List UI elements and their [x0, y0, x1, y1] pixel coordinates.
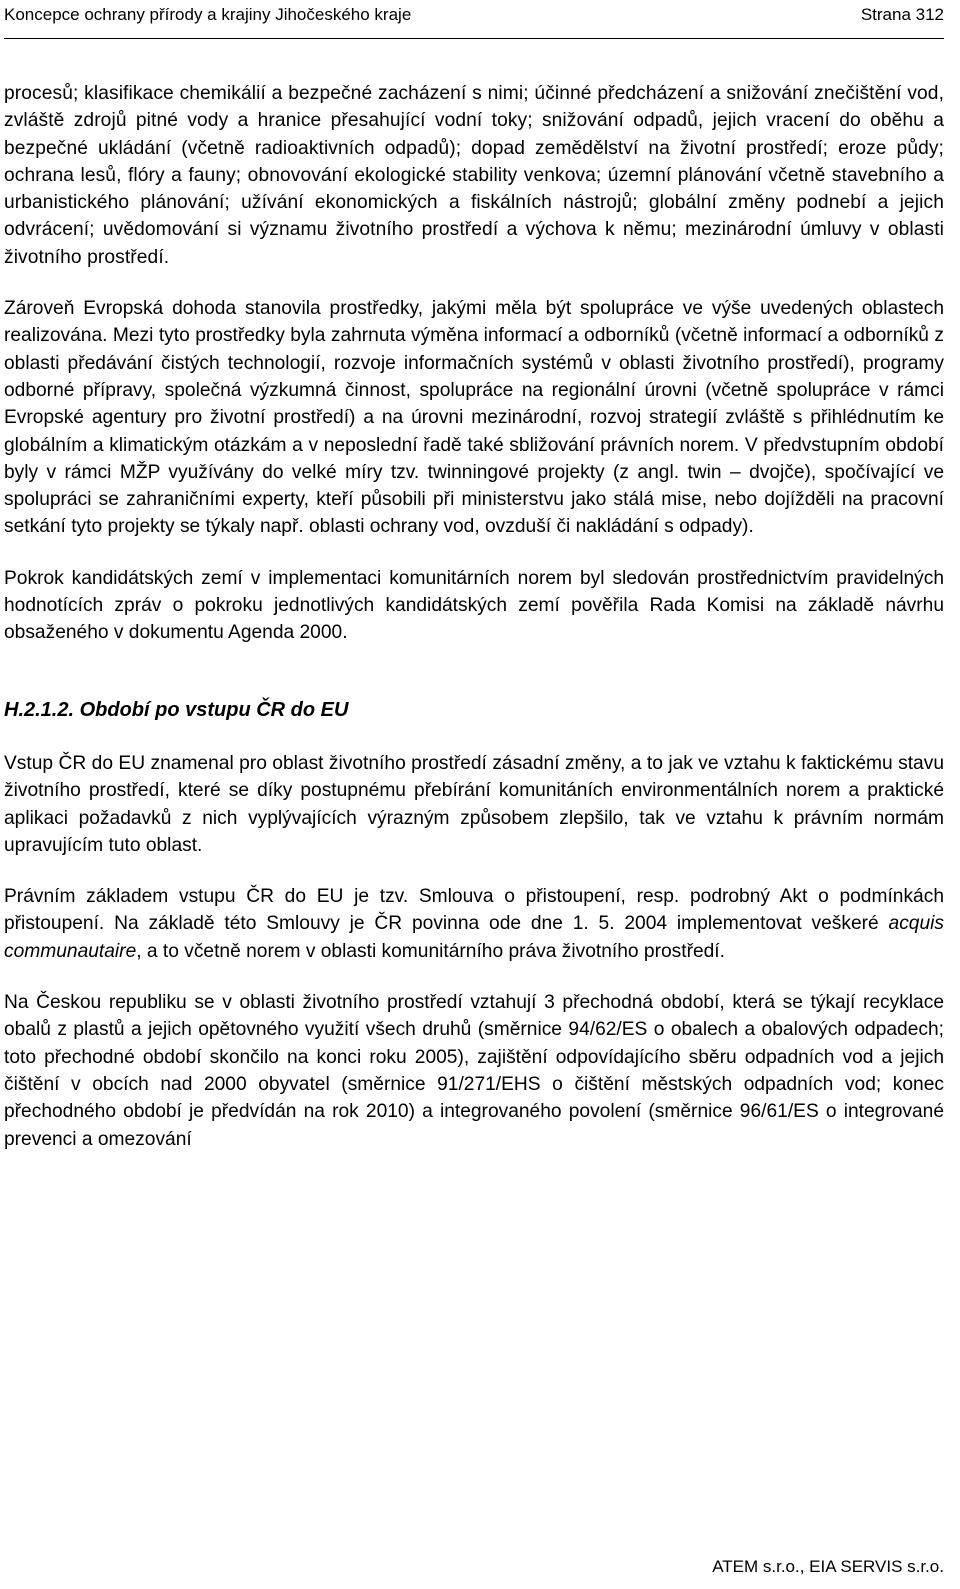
paragraph-2: Zároveň Evropská dohoda stanovila prostředky, jakými měla být spolupráce ve výše uvedených oblastech realizována. Mezi tyto prostředky byla zahrnuta výměna informací a odborníků (včetně informací a odborníků z oblasti předávání čistých technologií, rozvoje informačních systémů v oblasti životního prostředí), programy odborné přípravy, společná výzkumná činnost, spolupráce na regionální úrovni (včetně spolupráce v rámci Evropské agentury pro životní prostředí) a na úrovni mezinárodní, rozvoj strategií zvláště s přihlédnutím ke globálním a klimatickým otázkám a v neposlední řadě také sbližování právních norem. V předvstupním období byly v rámci MŽP využívány do velké míry tzv. twinningové projekty (z angl. twin – dvojče), spočívající ve spolupráci se zahraničními experty, kteří působili při ministerstvu jako stálá mise, nebo dojížděli na pracovní setkání tyto projekty se týkaly např. oblasti ochrany vod, ovzduší či nakládání s odpady).	[4, 298, 944, 538]
paragraph-3: Pokrok kandidátských zemí v implementaci komunitárních norem byl sledován prostřednictvím pravidelných hodnotících zpráv o pokroku jednotlivých kandidátských zemí pověřila Rada Komisi na základě návrhu obsaženého v dokumentu Agenda 2000.	[4, 567, 944, 644]
paragraph-4: Vstup ČR do EU znamenal pro oblast životního prostředí zásadní změny, a to jak ve vztahu k faktickému stavu životního prostředí, které se díky postupnému přebírání komunitáních environmentálních norem a praktické aplikaci požadavků z nich vyplývajících výrazným způsobem zlepšilo, tak ve vztahu k právním normám upravujícím tuto oblast.	[4, 752, 944, 856]
section-heading: H.2.1.2. Období po vstupu ČR do EU	[4, 698, 349, 721]
page-footer: ATEM s.r.o., EIA SERVIS s.r.o.	[712, 1557, 944, 1576]
paragraph-5-part-a: Právním základem vstupu ČR do EU je tzv. Smlouva o přistoupení, resp. podrobný Akt o podmínkách přistoupení. Na základě této Smlouvy je ČR povinna ode dne 1. 5. 2004 implementovat veškeré	[4, 886, 944, 935]
document-body	[4, 80, 944, 1177]
page-number: Strana 312	[860, 5, 944, 24]
paragraph-1: procesů; klasifikace chemikálií a bezpečné zacházení s nimi; účinné předcházení a snižování znečištění vod, zvláště zdrojů pitné vody a hranice přesahující vodní toky; snižování odpadů, jejich vracení do oběhu a bezpečné ukládání (včetně radioaktivních odpadů); dopad zemědělství na životní prostředí; eroze půdy; ochrana lesů, flóry a fauny; obnovování ekologické stability venkova; územní plánování včetně stavebního a urbanistického plánování; užívání ekonomických a fiskálních nástrojů; globální změny podnebí a jejich odvrácení; uvědomování si významu životního prostředí a výchova k němu; mezinárodní úmluvy v oblasti životního prostředí.	[4, 83, 944, 268]
page-header	[4, 0, 944, 39]
paragraph-6: Na Českou republiku se v oblasti životního prostředí vztahují 3 přechodná období, která se týkají recyklace obalů z plastů a jejich opětovného využití všech druhů (směrnice 94/62/ES o obalech a obalových odpadech; toto přechodné období skončilo na konci roku 2005), zajištění odpovídajícího sběru odpadních vod a jejich čištění v obcích nad 2000 obyvatel (směrnice 91/271/EHS o čištění městských odpadních vod; konec přechodného období je předvídán na rok 2010) a integrovaného povolení (směrnice 96/61/ES o integrované prevenci a omezování	[4, 992, 944, 1150]
paragraph-5-part-b: , a to včetně norem v oblasti komunitárního práva životního prostředí.	[136, 940, 725, 962]
document-title: Koncepce ochrany přírody a krajiny Jihočeského kraje	[4, 5, 412, 24]
paragraph-5-italic-term: acquis communautaire	[4, 913, 944, 962]
paragraph-5	[4, 883, 944, 965]
